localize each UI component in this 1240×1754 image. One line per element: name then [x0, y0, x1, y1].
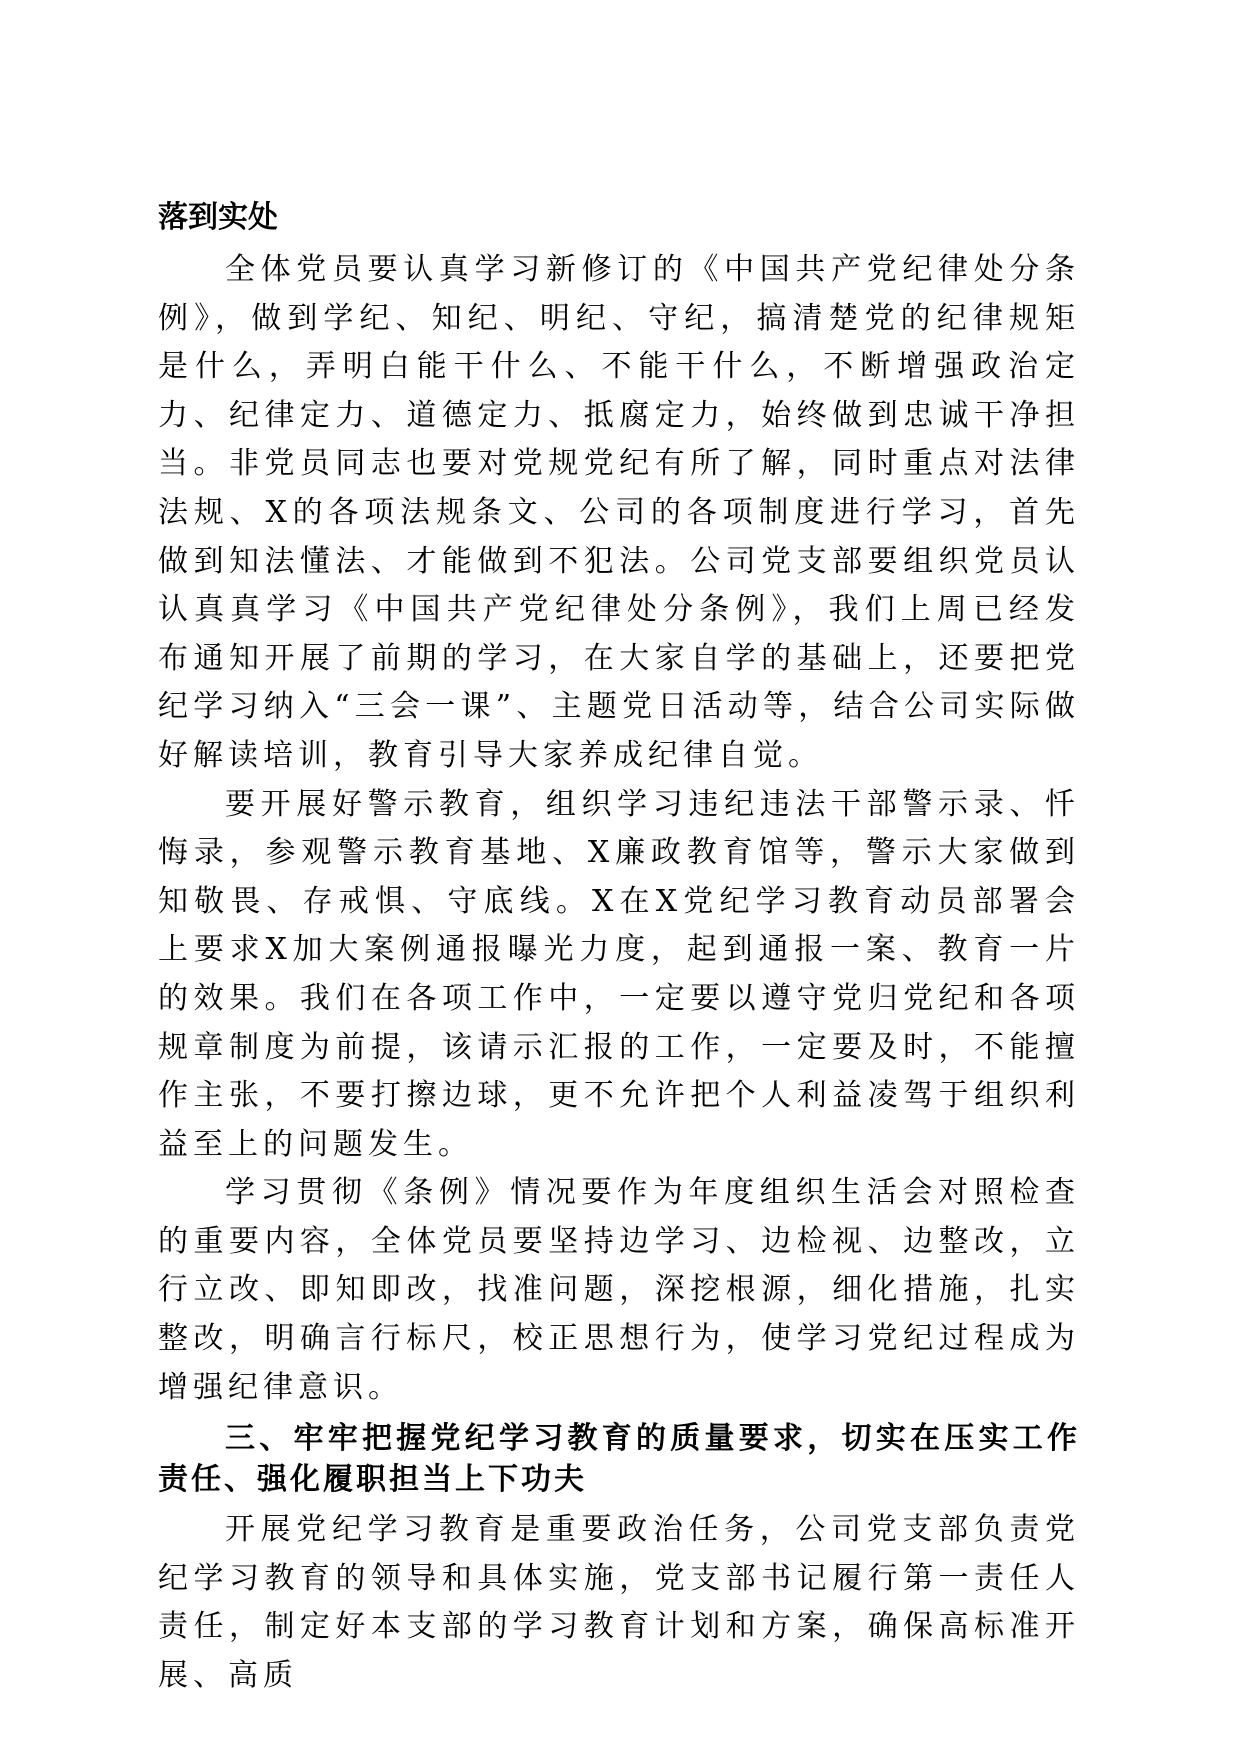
- paragraph-warning-education: 要开展好警示教育，组织学习违纪违法干部警示录、忏悔录，参观警示教育基地、X廉政教育馆等，警示大家做到知敬畏、存戒惧、守底线。X在X党纪学习教育动员部署会上要求X加大案例通报曝光力度，起到通报一案、教育一片的效果。我们在各项工作中，一定要以遵守党归党纪和各项规章制度为前提，该请示汇报的工作，一定要及时，不能擅作主张，不要打擦边球，更不允许把个人利益凌驾于组织利益至上的问题发生。: [158, 786, 1080, 1162]
- paragraph-political-task: 开展党纪学习教育是重要政治任务，公司党支部负责党纪学习教育的领导和具体实施，党支部书记履行第一责任人责任，制定好本支部的学习教育计划和方案，确保高标准开展、高质: [158, 1512, 1080, 1694]
- paragraph-study-regulations: 全体党员要认真学习新修订的《中国共产党纪律处分条例》，做到学纪、知纪、明纪、守纪，搞清楚党的纪律规矩是什么，弄明白能干什么、不能干什么，不断增强政治定力、纪律定力、道德定力、抵腐定力，始终做到忠诚干净担当。非党员同志也要对党规党纪有所了解，同时重点对法律法规、X的各项法规条文、公司的各项制度进行学习，首先做到知法懂法、才能做到不犯法。公司党支部要组织党员认认真真学习《中国共产党纪律处分条例》，我们上周已经发布通知开展了前期的学习，在大家自学的基础上，还要把党纪学习纳入“三会一课”、主题党日活动等，结合公司实际做好解读培训，教育引导大家养成纪律自觉。: [158, 252, 1080, 773]
- section-heading-three: 三、牢牢把握党纪学习教育的质量要求，切实在压实工作责任、强化履职担当上下功夫: [158, 1421, 1080, 1498]
- document-page: [158, 197, 1080, 1701]
- paragraph-life-meeting-review: 学习贯彻《条例》情况要作为年度组织生活会对照检查的重要内容，全体党员要坚持边学习、边检视、边整改，立行立改、即知即改，找准问题，深挖根源，细化措施，扎实整改，明确言行标尺，校正思想行为，使学习党纪过程成为增强纪律意识。: [158, 1175, 1080, 1405]
- continued-heading: 落到实处: [158, 200, 278, 235]
